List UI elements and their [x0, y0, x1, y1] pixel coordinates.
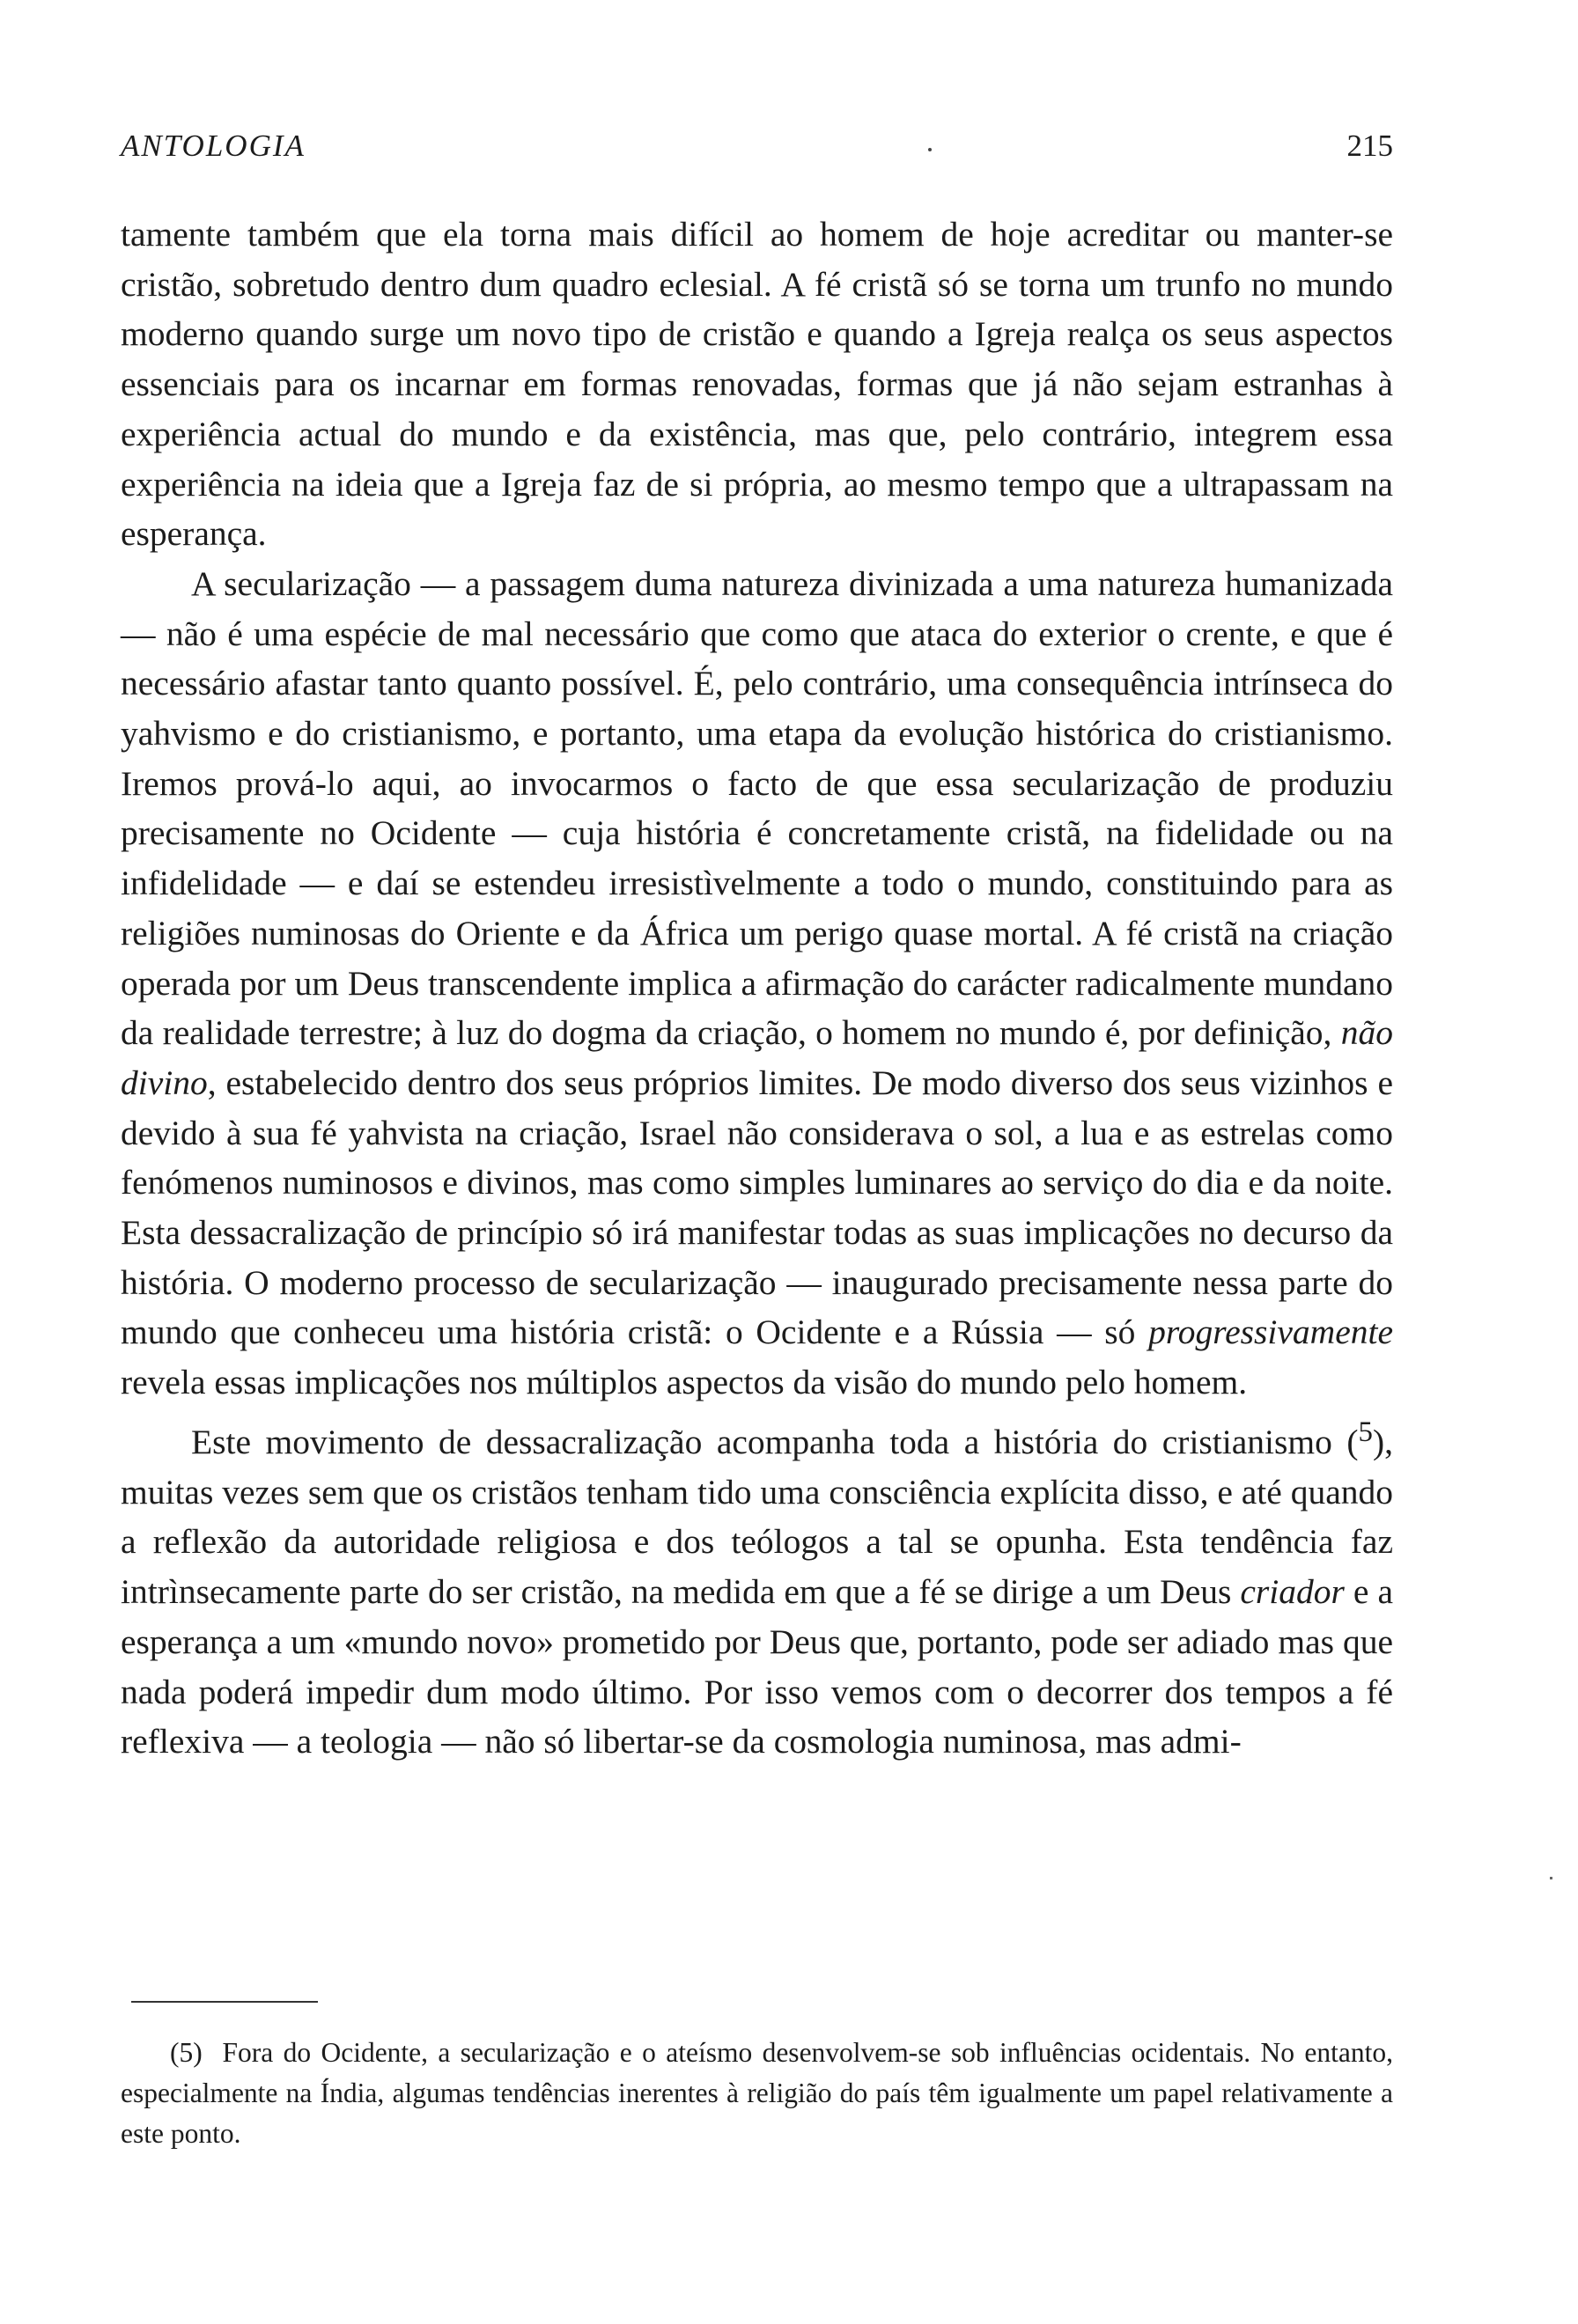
paragraph-2-text-b: , estabelecido dentro dos seus próprios limites. De modo diverso dos seus vizinhos e devido à sua fé yahvista na criação, Israel não considerava o sol, a lua e as estrelas como fenómenos numinosos e divinos, mas como simples luminares ao serviço do dia e da noite. Esta dessacralização de princípio só irá manifestar todas as suas implicações no decurso da história. O moderno processo de secularização — inaugurado precisamente nessa parte do mundo que conheceu uma história cristã: o Ocidente e a Rússia — só: [121, 1063, 1393, 1352]
print-speck-mark: [928, 148, 932, 151]
footnote-marker: (5): [170, 2037, 203, 2068]
paragraph-2-emphasis-b: progressivamente: [1148, 1313, 1393, 1352]
footnote-text: Fora do Ocidente, a secularização e o ateísmo desenvolvem-se sob influências ocidentais. No entanto, especialmente na Índia, algumas tendências inerentes à religião do país têm igualmente um papel relativamente a este ponto.: [121, 2037, 1393, 2149]
footnotes: [121, 2033, 1393, 2154]
margin-speck: [1550, 1877, 1552, 1879]
running-head: ANTOLOGIA: [121, 129, 306, 163]
footnote-reference: 5: [1358, 1416, 1373, 1448]
page-header: [121, 129, 1393, 173]
paragraph-3-text-a: Este movimento de dessacralização acompanha toda a história do cristianismo (: [191, 1423, 1359, 1462]
paragraph-1-text: tamente também que ela torna mais difícil ao homem de hoje acreditar ou manter-se cristão, sobretudo dentro dum quadro eclesial. A fé cristã só se torna um trunfo no mundo moderno quando surge um novo tipo de cristão e quando a Igreja realça os seus aspectos essenciais para os incarnar em formas renovadas, formas que já não sejam estranhas à experiência actual do mundo e da existência, mas que, pelo contrário, integrem essa experiência na ideia que a Igreja faz de si própria, ao mesmo tempo que a ultrapassam na esperança.: [121, 215, 1393, 554]
paragraph-2-text-c: revela essas implicações nos múltiplos aspectos da visão do mundo pelo homem.: [121, 1363, 1248, 1402]
paragraph-3-emphasis: criador: [1240, 1572, 1345, 1612]
paragraph-2-emphasis-a: não divino: [121, 1013, 1394, 1102]
paragraph-2-text-a: A secularização — a passagem duma natureza divinizada a uma natureza humanizada — não é uma espécie de mal necessário que como que ataca do exterior o crente, e que é necessário afastar tanto quanto possível. É, pelo contrário, uma consequência intrínseca do yahvismo e do cristianismo, e portanto, uma etapa da evolução histórica do cristianismo. Iremos prová-lo aqui, ao invocarmos o facto de que essa secularização de produziu precisamente no Ocidente — cuja história é concretamente cristã, na fidelidade ou na infidelidade — e daí se estendeu irresistìvelmente a todo o mundo, constituindo para as religiões numinosas do Oriente e da África um perigo quase mortal. A fé cristã na criação operada por um Deus transcendente implica a afirmação do carácter radicalmente mundano da realidade terrestre; à luz do dogma da criação, o homem no mundo é, por definição,: [121, 563, 1393, 1053]
footnote-separator: [131, 2001, 318, 2003]
body-text: [121, 210, 1393, 1767]
footnote-5: [121, 2033, 1393, 2154]
paragraph-3: [121, 1408, 1393, 1767]
paragraph-3-text-c: e a esperança a um «mundo novo» prometido por Deus que, portanto, pode ser adiado mas que nada poderá impedir dum modo último. Por isso vemos com o decorrer dos tempos a fé reflexiva — a teologia — não só libertar-se da cosmologia numinosa, mas admi-: [121, 1572, 1394, 1761]
paragraph-3-text-b: ), muitas vezes sem que os cristãos tenham tido uma consciência explícita disso, e até quando a reflexão da autoridade religiosa e dos teólogos a tal se opunha. Esta tendência faz intrìnsecamente parte do ser cristão, na medida em que a fé se dirige a um Deus: [121, 1423, 1393, 1612]
paragraph-2: [121, 559, 1393, 1408]
paragraph-1: [121, 210, 1393, 559]
page-number: 215: [1346, 129, 1393, 163]
